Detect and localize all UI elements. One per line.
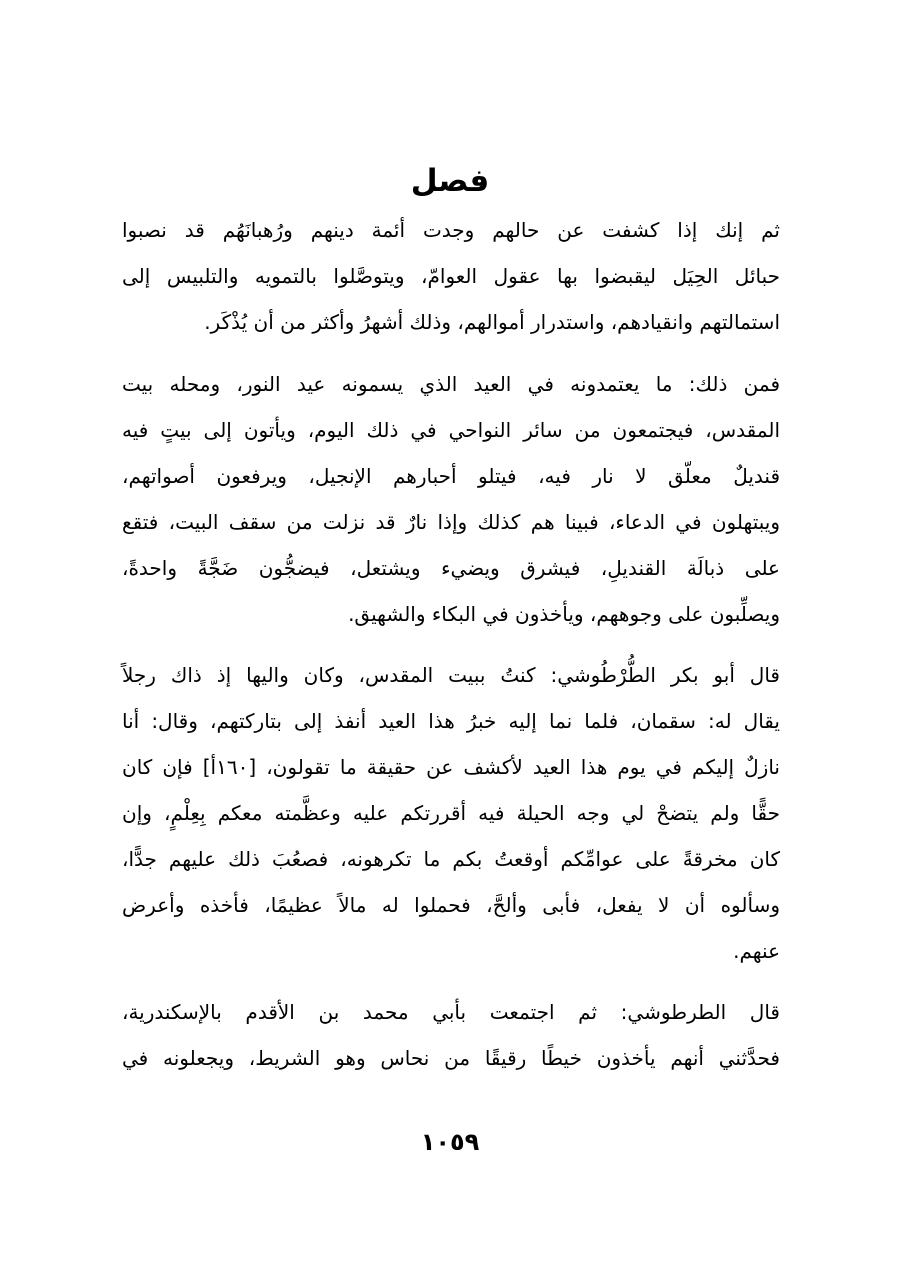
text-line: قال أبو بكر الطُّرْطُوشي: كنتُ ببيت المقدس، وكان واليها إذ ذاك رجلاً — [122, 663, 780, 687]
text-line: كان مخرقةً على عوامِّكم أوقعتُ بكم ما تكرهونه، فصعُبَ ذلك عليهم جدًّا، — [122, 847, 780, 871]
text-line: عنهم. — [733, 939, 780, 963]
paragraph — [122, 989, 780, 1081]
text-line: نازلٌ إليكم في يوم هذا العيد لأكشف عن حقيقة ما تقولون، [١٦٠أ] فإن كان — [122, 755, 781, 779]
paragraph — [122, 207, 780, 345]
section-title: فصل — [410, 162, 490, 199]
text-line: ويصلِّبون على وجوههم، ويأخذون في البكاء والشهيق. — [348, 602, 780, 626]
page-number: ١٠٥٩ — [420, 1128, 480, 1156]
text-line: فمن ذلك: ما يعتمدونه في العيد الذي يسمونه عيد النور، ومحله بيت — [122, 372, 780, 396]
text-line: وسألوه أن لا يفعل، فأبى وألحَّ، فحملوا له مالاً عظيمًا، فأخذه وأعرض — [122, 893, 780, 917]
text-line: يقال له: سقمان، فلما نما إليه خبرُ هذا العيد أنفذ إلى بتاركتهم، وقال: أنا — [122, 709, 780, 733]
text-line: على ذبالَة القنديلِ، فيشرق ويضيء ويشتعل، فيضجُّون ضَجَّةً واحدةً، — [122, 556, 780, 580]
text-line: استمالتهم وانقيادهم، واستدرار أموالهم، وذلك أشهرُ وأكثر من أن يُذْكَر. — [204, 310, 780, 334]
paragraph — [122, 652, 780, 974]
text-line: حقًّا ولم يتضحْ لي وجه الحيلة فيه أقررتكم عليه وعظَّمته معكم بِعِلْمٍ، وإن — [122, 801, 780, 825]
paragraph — [122, 361, 780, 637]
text-line: حبائل الحِيَل ليقبضوا بها عقول العوامّ، ويتوصَّلوا بالتمويه والتلبيس إلى — [122, 264, 780, 288]
text-line: قنديلٌ معلّق لا نار فيه، فيتلو أحبارهم الإنجيل، ويرفعون أصواتهم، — [122, 464, 780, 488]
text-line: ثم إنك إذا كشفت عن حالهم وجدت أئمة دينهم ورُهبانَهُم قد نصبوا — [122, 218, 780, 242]
text-line: فحدَّثني أنهم يأخذون خيطًا رقيقًا من نحاس وهو الشريط، ويجعلونه في — [122, 1046, 780, 1070]
text-line: قال الطرطوشي: ثم اجتمعت بأبي محمد بن الأقدم بالإسكندرية، — [122, 1000, 780, 1024]
text-line: ويبتهلون في الدعاء، فبينا هم كذلك وإذا نارٌ قد نزلت من سقف البيت، فتقع — [122, 510, 780, 534]
text-line: المقدس، فيجتمعون من سائر النواحي في ذلك اليوم، ويأتون إلى بيتٍ فيه — [122, 418, 780, 442]
